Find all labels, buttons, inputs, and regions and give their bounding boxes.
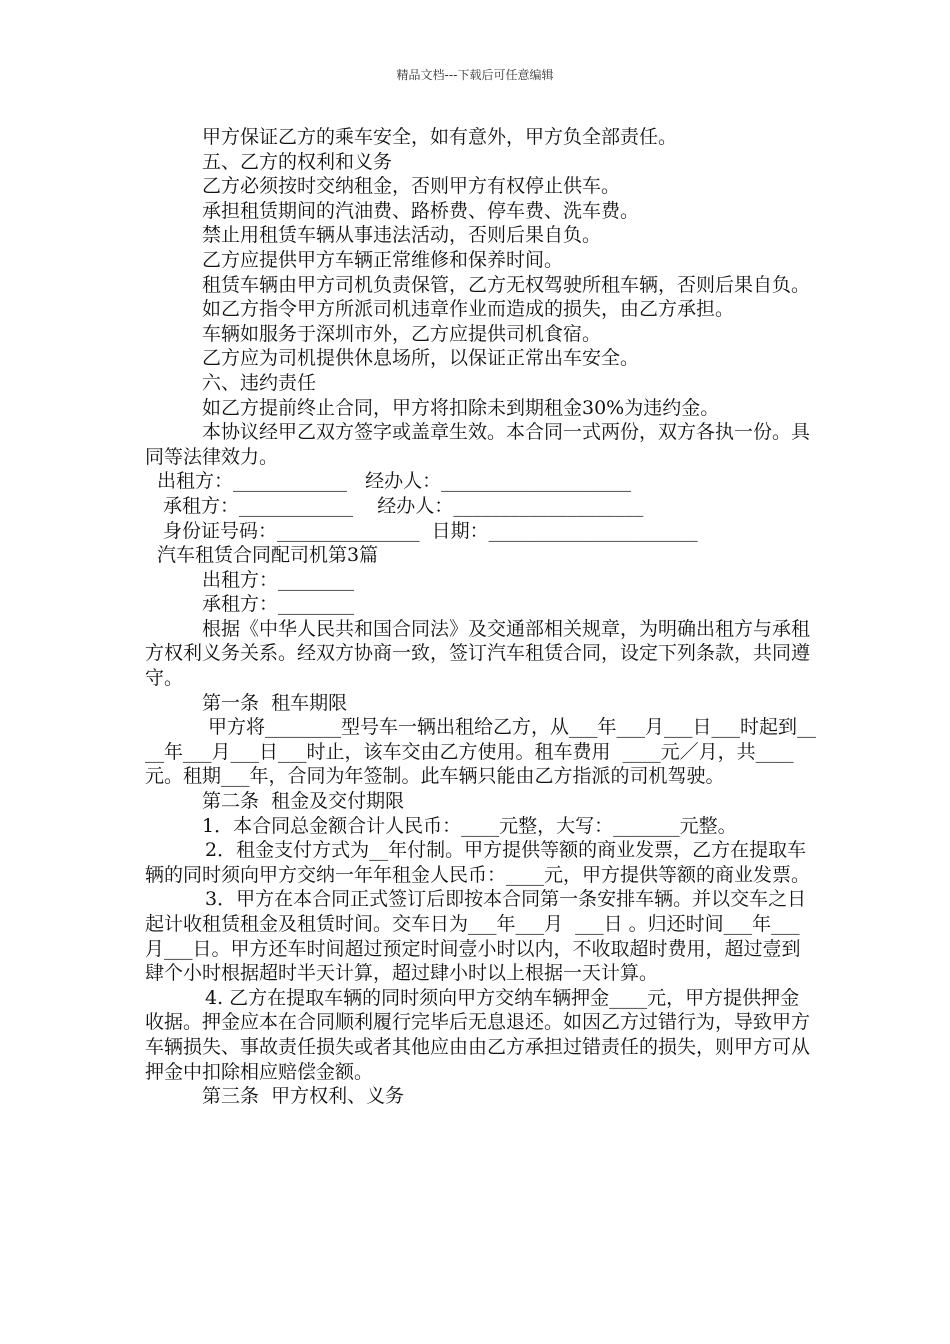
paragraph: 禁止用租赁车辆从事违法活动，否则后果自负。	[202, 224, 602, 247]
paragraph: 如乙方提前终止合同，甲方将扣除未到期租金30%为违约金。	[202, 396, 720, 419]
paragraph: 承担租赁期间的汽油费、路桥费、停车费、洗车费。	[202, 199, 640, 222]
paragraph: 1．本合同总金额合计人民币：____元整，大写：_______元整。	[202, 814, 737, 837]
paragraph: 乙方必须按时交纳租金，否则甲方有权停止供车。	[202, 175, 621, 198]
paragraph: 出租方：____________ 经办人：____________________	[157, 470, 632, 493]
paragraph: 出租方：________	[202, 568, 355, 591]
paragraph: 3．甲方在本合同正式签订后即按本合同第一条安排车辆。并以交车之日起计收租赁租金及租赁时间。交车日为___年___月 ___日 。归还时间___年___月___日。甲方还车时间超过预定时间壹小时以内，不收取超时费用，超过壹到肆个小时根据超时半天计算，超过肆小时以上根据一天计算。	[145, 888, 807, 985]
paragraph: 第二条 租金及交付期限	[202, 790, 405, 813]
paragraph: 如乙方指令甲方所派司机违章作业而造成的损失，由乙方承担。	[202, 298, 735, 321]
paragraph: 租赁车辆由甲方司机负责保管，乙方无权驾驶所租车辆，否则后果自负。	[202, 273, 811, 296]
paragraph: 车辆如服务于深圳市外，乙方应提供司机食宿。	[202, 322, 602, 345]
paragraph: 甲方将________型号车一辆出租给乙方，从___年___月___日___时起到____年___月___日___时止，该车交由乙方使用。租车费用 ____元／月，共____元。租期___年，合同为年签制。此车辆只能由乙方指派的司机驾驶。	[145, 716, 817, 788]
paragraph: 汽车租赁合同配司机第3篇	[157, 544, 379, 567]
paragraph: 乙方应提供甲方车辆正常维修和保养时间。	[202, 248, 564, 271]
paragraph: 身份证号码：_______________ 日期：______________________	[157, 519, 698, 542]
paragraph: 五、乙方的权利和义务	[202, 150, 393, 173]
paragraph: 承租方：____________ 经办人：____________________	[157, 494, 644, 517]
document-body	[145, 125, 817, 1109]
paragraph: 2．租金支付方式为__年付制。甲方提供等额的商业发票，乙方在提取车辆的同时须向甲方交纳一年年租金人民币：____元，甲方提供等额的商业发票。	[145, 839, 811, 886]
page-header: 精品文档---下载后可任意编辑	[396, 68, 554, 82]
paragraph: 4. 乙方在提取车辆的同时须向甲方交纳车辆押金____元，甲方提供押金收据。押金应本在合同顺利履行完毕后无息退还。如因乙方过错行为，导致甲方车辆损失、事故责任损失或者其他应由由乙方承担过错责任的损失，则甲方可从押金中扣除相应赔偿金额。	[145, 986, 811, 1083]
paragraph: 第一条 租车期限	[202, 691, 348, 714]
paragraph: 根据《中华人民共和国合同法》及交通部相关规章，为明确出租方与承租方权利义务关系。经双方协商一致，签订汽车租赁合同，设定下列条款，共同遵守。	[145, 617, 811, 690]
paragraph: 甲方保证乙方的乘车安全，如有意外，甲方负全部责任。	[202, 126, 678, 148]
paragraph: 六、违约责任	[202, 371, 317, 394]
paragraph: 乙方应为司机提供休息场所，以保证正常出车安全。	[202, 347, 640, 370]
paragraph: 本协议经甲乙双方签字或盖章生效。本合同一式两份，双方各执一份。具同等法律效力。	[145, 421, 811, 468]
paragraph: 承租方：________	[202, 593, 355, 616]
paragraph: 第三条 甲方权利、义务	[202, 1085, 405, 1108]
